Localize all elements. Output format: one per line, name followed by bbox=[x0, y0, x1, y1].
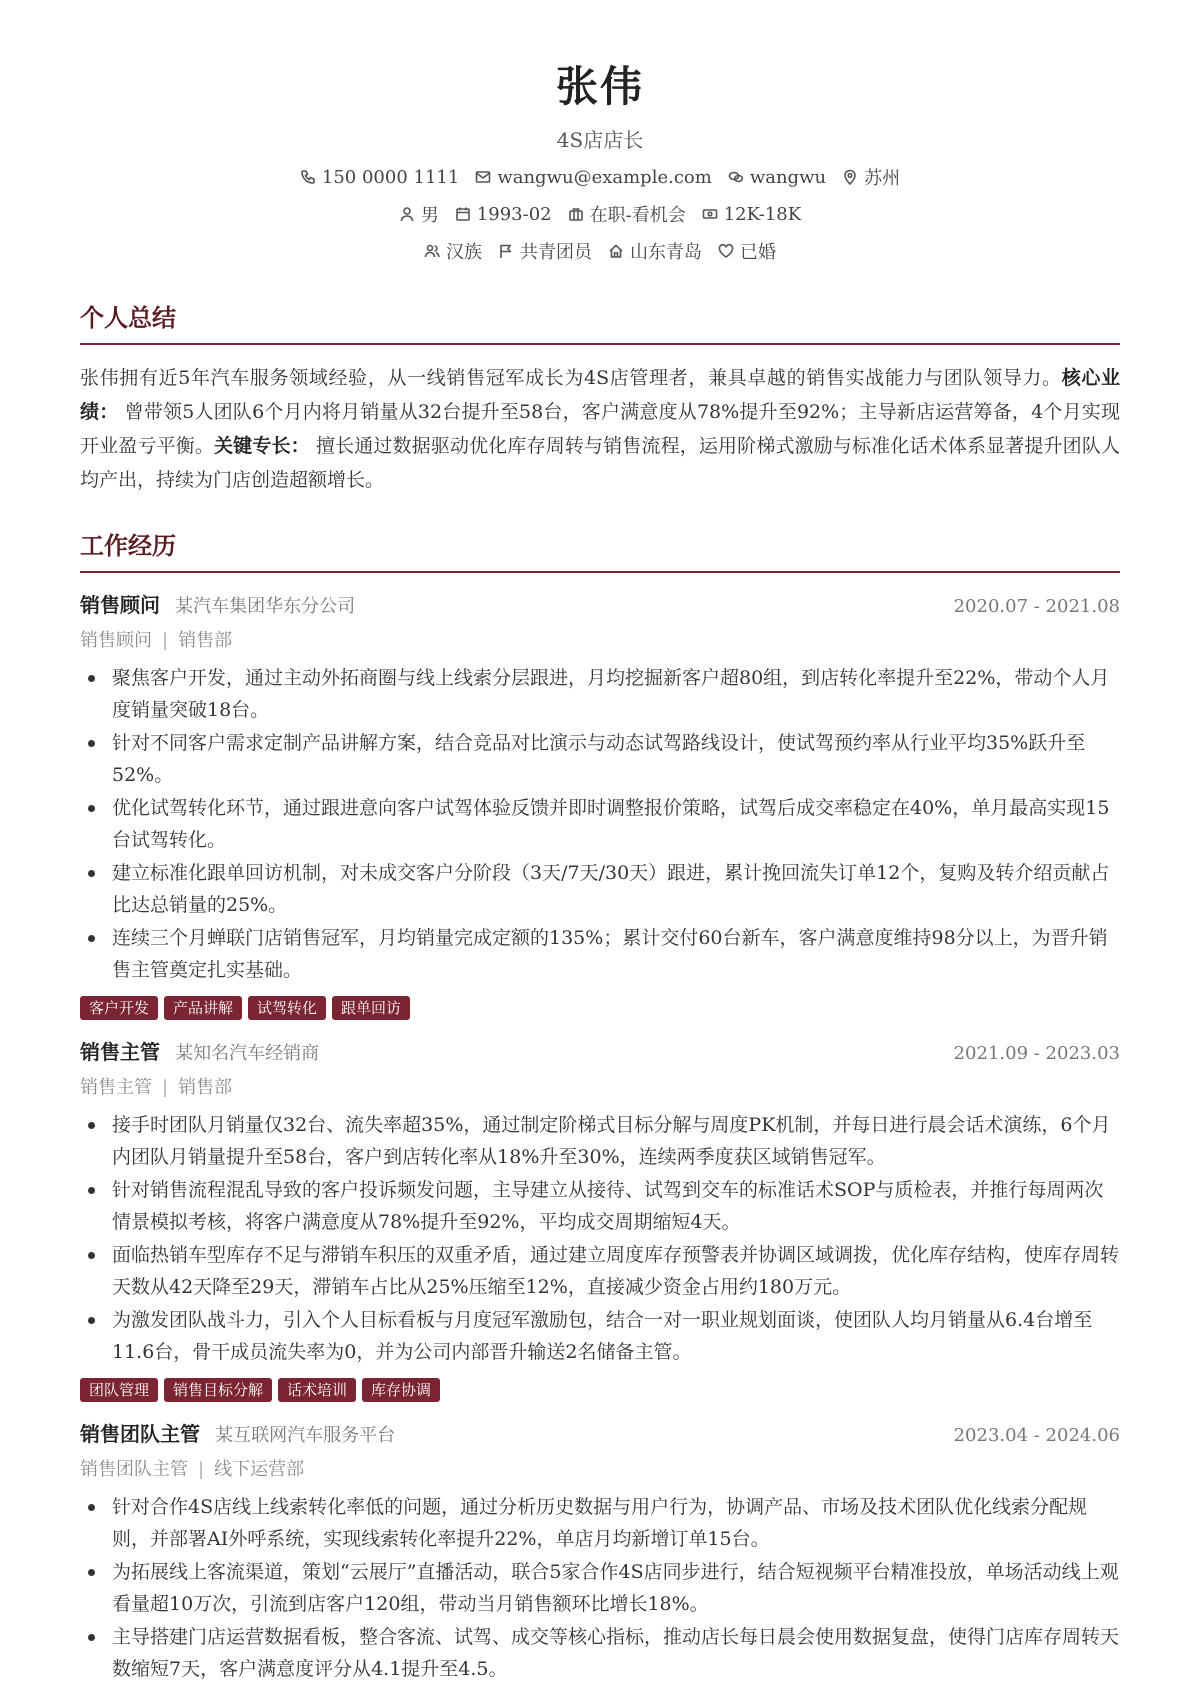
skill-tag: 试驾转化 bbox=[248, 996, 326, 1020]
job-entry bbox=[80, 1418, 1120, 1685]
job-role: 销售团队主管 bbox=[80, 1422, 200, 1446]
job-company: 某汽车集团华东分公司 bbox=[175, 596, 356, 617]
people-icon bbox=[424, 243, 440, 259]
summary-achievements: 曾带领5人团队6个月内将月销量从32台提升至58台，客户满意度从78%提升至92%；主导新店运营筹备，4个月实现开业盈亏平衡。 bbox=[80, 401, 1120, 457]
basic-status bbox=[568, 201, 686, 227]
job-bullets bbox=[80, 662, 1120, 986]
job-department: 销售部 bbox=[178, 1077, 233, 1098]
ethnicity-text: 汉族 bbox=[446, 242, 482, 264]
job-position: 销售顾问 bbox=[80, 630, 152, 651]
phone-text: 150 0000 1111 bbox=[321, 166, 460, 188]
bullet-item: 为激发团队战斗力，引入个人目标看板与月度冠军激励包，结合一对一职业规划面谈，使团队人均月销量从6.4台增至11.6台，骨干成员流失率为0，并为公司内部晋升输送2名储备主管。 bbox=[80, 1304, 1120, 1368]
bullet-item: 建立标准化跟单回访机制，对未成交客户分阶段（3天/7天/30天）跟进，累计挽回流失订单12个，复购及转介绍贡献占比达总销量的25%。 bbox=[80, 857, 1120, 921]
wechat-icon bbox=[728, 169, 744, 185]
personal-line bbox=[0, 238, 1200, 264]
calendar-icon bbox=[455, 206, 471, 222]
job-position: 销售团队主管 bbox=[80, 1459, 188, 1480]
email-text: wangwu@example.com bbox=[497, 166, 712, 188]
job-date: 2021.09 - 2023.03 bbox=[953, 1043, 1120, 1064]
job-bullets bbox=[80, 1109, 1120, 1368]
bullet-item: 优化试驾转化环节，通过跟进意向客户试驾体验反馈并即时调整报价策略，试驾后成交率稳定在40%，单月最高实现15台试驾转化。 bbox=[80, 792, 1120, 856]
heart-icon bbox=[718, 243, 734, 259]
job-subline bbox=[80, 1455, 1120, 1481]
salary-text: 12K-18K bbox=[723, 203, 802, 225]
location-text: 苏州 bbox=[864, 168, 901, 190]
job-department: 线下运营部 bbox=[214, 1459, 305, 1480]
skill-tag: 产品讲解 bbox=[164, 996, 242, 1020]
summary-section bbox=[80, 298, 1120, 497]
personal-ethnicity bbox=[424, 238, 482, 264]
birth-text: 1993-02 bbox=[476, 203, 552, 225]
job-header bbox=[80, 589, 1120, 618]
summary-expertise: 擅长通过数据驱动优化库存周转与销售流程，运用阶梯式激励与标准化话术体系显著提升团队人均产出，持续为门店创造超额增长。 bbox=[80, 435, 1120, 491]
job-company: 某知名汽车经销商 bbox=[175, 1043, 320, 1064]
personal-political bbox=[498, 238, 592, 264]
marital-text: 已婚 bbox=[740, 242, 776, 264]
contact-location bbox=[842, 164, 900, 190]
contact-line bbox=[0, 164, 1200, 190]
bullet-item: 聚焦客户开发，通过主动外拓商圈与线上线索分层跟进，月均挖掘新客户超80组，到店转化率提升至22%，带动个人月度销量突破18台。 bbox=[80, 662, 1120, 726]
contact-email[interactable] bbox=[475, 164, 712, 190]
job-header bbox=[80, 1036, 1120, 1065]
job-department: 销售部 bbox=[178, 630, 233, 651]
personal-hometown bbox=[608, 238, 702, 264]
job-company: 某互联网汽车服务平台 bbox=[215, 1425, 396, 1446]
separator: | bbox=[162, 1077, 169, 1098]
briefcase-icon bbox=[568, 206, 584, 222]
summary-title: 个人总结 bbox=[80, 298, 1120, 345]
wechat-text: wangwu bbox=[749, 166, 827, 188]
status-text: 在职-看机会 bbox=[589, 205, 686, 227]
job-entry bbox=[80, 589, 1120, 1020]
summary-text bbox=[80, 361, 1120, 497]
summary-label-achievements: 核心业绩： bbox=[80, 367, 1120, 423]
basics-line bbox=[0, 201, 1200, 227]
contact-phone[interactable] bbox=[300, 164, 459, 190]
job-role: 销售主管 bbox=[80, 1040, 160, 1064]
bullet-item: 主导搭建门店运营数据看板，整合客流、试驾、成交等核心指标，推动店长每日晨会使用数据复盘，使得门店库存周转天数缩短7天，客户满意度评分从4.1提升至4.5。 bbox=[80, 1621, 1120, 1685]
job-subline bbox=[80, 626, 1120, 652]
basic-salary bbox=[702, 201, 801, 227]
job-header bbox=[80, 1418, 1120, 1447]
flag-icon bbox=[498, 243, 514, 259]
mail-icon bbox=[475, 169, 491, 185]
bullet-item: 针对销售流程混乱导致的客户投诉频发问题，主导建立从接待、试驾到交车的标准话术SOP与质检表，并推行每周两次情景模拟考核，将客户满意度从78%提升至92%，平均成交周期缩短4天。 bbox=[80, 1174, 1120, 1238]
hometown-text: 山东青岛 bbox=[630, 242, 702, 264]
experience-title: 工作经历 bbox=[80, 526, 1120, 573]
bullet-item: 针对不同客户需求定制产品讲解方案，结合竞品对比演示与动态试驾路线设计，使试驾预约率从行业平均35%跃升至52%。 bbox=[80, 727, 1120, 791]
experience-section bbox=[80, 526, 1120, 1686]
job-date: 2020.07 - 2021.08 bbox=[953, 596, 1120, 617]
candidate-title: 4S店店长 bbox=[556, 128, 644, 153]
separator: | bbox=[162, 630, 169, 651]
personal-marital bbox=[718, 238, 776, 264]
skill-tag: 客户开发 bbox=[80, 996, 158, 1020]
skill-tag: 库存协调 bbox=[362, 1378, 440, 1402]
contact-wechat[interactable] bbox=[728, 164, 826, 190]
separator: | bbox=[198, 1459, 205, 1480]
location-icon bbox=[842, 169, 858, 185]
basic-birth bbox=[455, 201, 552, 227]
salary-icon bbox=[702, 206, 718, 222]
basic-gender bbox=[399, 201, 439, 227]
bullet-item: 为拓展线上客流渠道，策划“云展厅”直播活动，联合5家合作4S店同步进行，结合短视频平台精准投放，单场活动线上观看量超10万次，引流到店客户120组，带动当月销售额环比增长18%。 bbox=[80, 1556, 1120, 1620]
job-entry bbox=[80, 1036, 1120, 1402]
skill-tags bbox=[80, 1378, 1120, 1402]
phone-icon bbox=[300, 169, 316, 185]
person-icon bbox=[399, 206, 415, 222]
gender-text: 男 bbox=[420, 205, 439, 227]
bullet-item: 连续三个月蝉联门店销售冠军，月均销量完成定额的135%；累计交付60台新车，客户满意度维持98分以上，为晋升销售主管奠定扎实基础。 bbox=[80, 922, 1120, 986]
resume-header bbox=[0, 0, 1200, 264]
skill-tag: 销售目标分解 bbox=[164, 1378, 272, 1402]
skill-tag: 团队管理 bbox=[80, 1378, 158, 1402]
skill-tags bbox=[80, 996, 1120, 1020]
candidate-name: 张伟 bbox=[555, 62, 644, 111]
summary-intro: 张伟拥有近5年汽车服务领域经验，从一线销售冠军成长为4S店管理者，兼具卓越的销售实战能力与团队领导力。 bbox=[80, 367, 1062, 389]
summary-label-expertise: 关键专长： bbox=[214, 435, 310, 457]
skill-tag: 跟单回访 bbox=[332, 996, 410, 1020]
home-icon bbox=[608, 243, 624, 259]
job-date: 2023.04 - 2024.06 bbox=[953, 1425, 1120, 1446]
job-bullets bbox=[80, 1491, 1120, 1685]
bullet-item: 针对合作4S店线上线索转化率低的问题，通过分析历史数据与用户行为，协调产品、市场及技术团队优化线索分配规则，并部署AI外呼系统，实现线索转化率提升22%，单店月均新增订单15台。 bbox=[80, 1491, 1120, 1555]
job-subline bbox=[80, 1073, 1120, 1099]
bullet-item: 接手时团队月销量仅32台、流失率超35%，通过制定阶梯式目标分解与周度PK机制，并每日进行晨会话术演练，6个月内团队月销量提升至58台，客户到店转化率从18%升至30%，连续两季度获区域销售冠军。 bbox=[80, 1109, 1120, 1173]
job-role: 销售顾问 bbox=[80, 593, 160, 617]
skill-tag: 话术培训 bbox=[278, 1378, 356, 1402]
political-text: 共青团员 bbox=[520, 242, 592, 264]
job-position: 销售主管 bbox=[80, 1077, 152, 1098]
bullet-item: 面临热销车型库存不足与滞销车积压的双重矛盾，通过建立周度库存预警表并协调区域调拨，优化库存结构，使库存周转天数从42天降至29天，滞销车占比从25%压缩至12%，直接减少资金占用约180万元。 bbox=[80, 1239, 1120, 1303]
